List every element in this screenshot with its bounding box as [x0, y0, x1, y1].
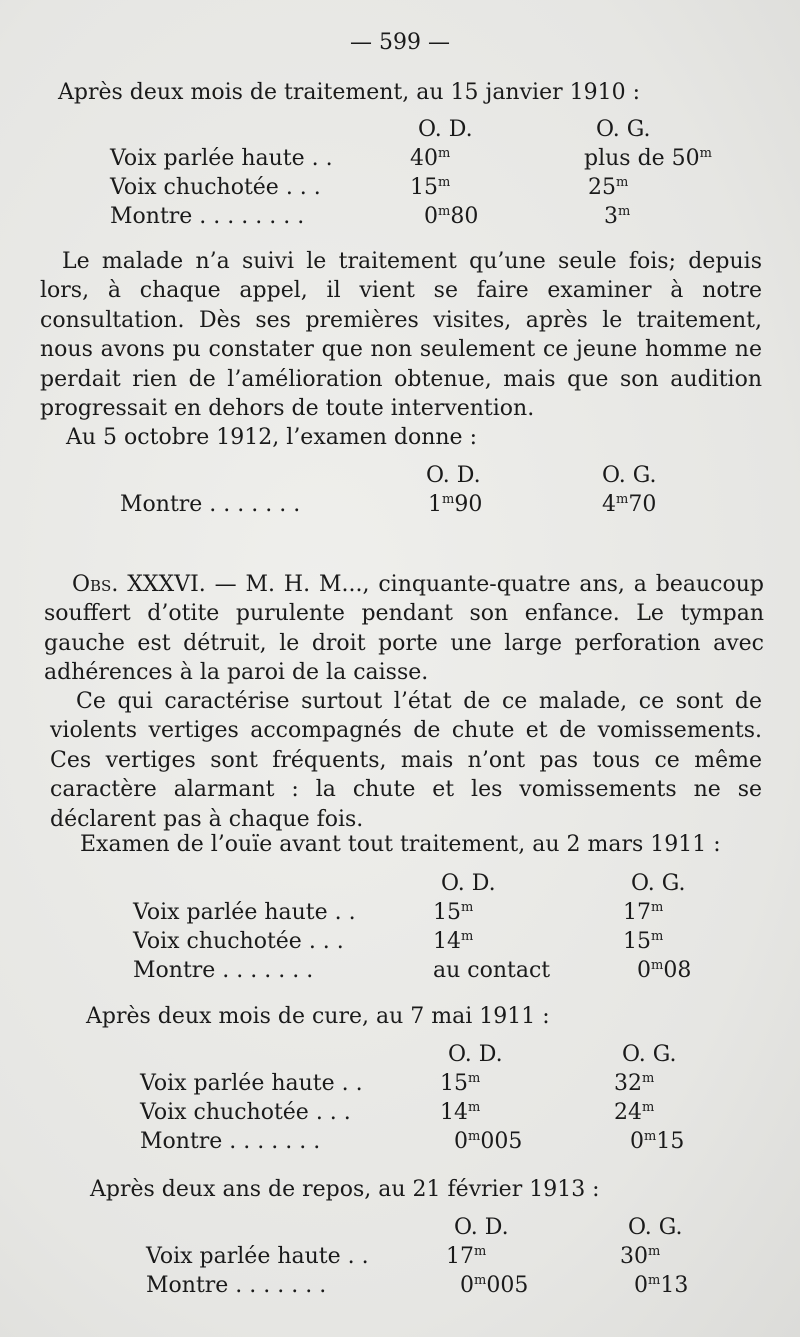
table-row [146, 1244, 688, 1273]
od-value: 0$^m$80 [424, 204, 479, 229]
block3-table [133, 871, 691, 987]
table-row [110, 175, 712, 204]
og-value: 4$^m$70 [602, 492, 657, 517]
table-row [110, 204, 712, 233]
table-row [140, 1100, 684, 1129]
block4-heading: Après deux mois de cure, au 7 mai 1911 : [86, 1004, 550, 1029]
col-od-header: O. D. [441, 871, 496, 896]
col-og-header: O. G. [631, 871, 686, 896]
row-label: Voix parlée haute . . [133, 900, 356, 925]
col-od-header: O. D. [426, 463, 481, 488]
row-label: Voix parlée haute . . [146, 1244, 369, 1269]
table-header-row [146, 1215, 688, 1244]
od-value: 1$^m$90 [428, 492, 483, 517]
col-od-header: O. D. [418, 117, 473, 142]
table-row [133, 958, 691, 987]
table-header-row [140, 1042, 684, 1071]
od-value: 40$^m$ [410, 146, 451, 171]
block2-table [120, 463, 657, 521]
od-value: 0$^m$005 [454, 1129, 523, 1154]
col-og-header: O. G. [628, 1215, 683, 1240]
block3-heading: Examen de l’ouïe avant tout traitement, au 2 mars 1911 : [80, 832, 721, 857]
row-label: Voix chuchotée . . . [110, 175, 321, 200]
og-value: 24$^m$ [614, 1100, 655, 1125]
col-og-header: O. G. [596, 117, 651, 142]
od-value: 15$^m$ [440, 1071, 481, 1096]
table-row [140, 1071, 684, 1100]
od-value: 15$^m$ [433, 900, 474, 925]
table-row [146, 1273, 688, 1302]
table-row [133, 929, 691, 958]
row-label: Montre . . . . . . . [140, 1129, 321, 1154]
og-value: 25$^m$ [588, 175, 629, 200]
od-value: 15$^m$ [410, 175, 451, 200]
row-label: Voix chuchotée . . . [133, 929, 344, 954]
od-value: 17$^m$ [446, 1244, 487, 1269]
og-value: 30$^m$ [620, 1244, 661, 1269]
og-value: 17$^m$ [623, 900, 664, 925]
paragraph-2-text: — M. H. M..., cinquante-quatre ans, a beaucoup souffert d’otite purulente pendant son enfance. Le tympan gauche est détruit, le droit porte une large perforation avec adhérences à la paroi de la caisse. [44, 572, 764, 686]
col-od-header: O. D. [454, 1215, 509, 1240]
og-value: 3$^m$ [604, 204, 631, 229]
paragraph-3: Ce qui caractérise surtout l’état de ce malade, ce sont de violents vertiges accompagnés de chute et de vomissements. Ces vertiges sont fréquents, mais n’ont pas tous ce même caractère alarmant : la chute et les vomissements ne se déclarent pas à chaque fois. [50, 689, 762, 832]
table-row [120, 492, 657, 521]
col-og-header: O. G. [622, 1042, 677, 1067]
row-label: Montre . . . . . . . [120, 492, 301, 517]
od-value: 0$^m$005 [460, 1273, 529, 1298]
col-od-header: O. D. [448, 1042, 503, 1067]
block5-table [146, 1215, 688, 1302]
row-label: Montre . . . . . . . [133, 958, 314, 983]
paragraph-1: Le malade n’a suivi le traitement qu’une seule fois; depuis lors, à chaque appel, il vient se faire examiner à notre consultation. Dès ses premières visites, après le traitement, nous avons pu constater que non seulement ce jeune homme ne perdait rien de l’amélioration obtenue, mais que son audition progressait en dehors de toute intervention. [40, 249, 762, 422]
table-row [140, 1129, 684, 1158]
page-number: — 599 — [350, 30, 450, 55]
od-value: au contact [433, 958, 551, 983]
paragraph-2 [44, 570, 764, 688]
block1-heading: Après deux mois de traitement, au 15 janvier 1910 : [58, 80, 640, 105]
table-header-row [110, 117, 712, 146]
og-value: 32$^m$ [614, 1071, 655, 1096]
block4-table [140, 1042, 684, 1158]
table-header-row [133, 871, 691, 900]
table-row [110, 146, 712, 175]
od-value: 14$^m$ [440, 1100, 481, 1125]
row-label: Voix parlée haute . . [110, 146, 333, 171]
obs-label: Obs. XXXVI. [72, 572, 206, 597]
block2-heading: Au 5 octobre 1912, l’examen donne : [66, 425, 477, 450]
table-header-row [120, 463, 657, 492]
row-label: Montre . . . . . . . [146, 1273, 327, 1298]
row-label: Voix parlée haute . . [140, 1071, 363, 1096]
og-value: 15$^m$ [623, 929, 664, 954]
og-value: 0$^m$13 [634, 1273, 689, 1298]
table-row [133, 900, 691, 929]
block5-heading: Après deux ans de repos, au 21 février 1913 : [90, 1177, 600, 1202]
col-og-header: O. G. [602, 463, 657, 488]
od-value: 14$^m$ [433, 929, 474, 954]
og-value: 0$^m$08 [637, 958, 692, 983]
og-value: 0$^m$15 [630, 1129, 685, 1154]
row-label: Voix chuchotée . . . [140, 1100, 351, 1125]
row-label: Montre . . . . . . . . [110, 204, 305, 229]
og-value: plus de 50$^m$ [584, 146, 712, 171]
block1-table [110, 117, 712, 233]
